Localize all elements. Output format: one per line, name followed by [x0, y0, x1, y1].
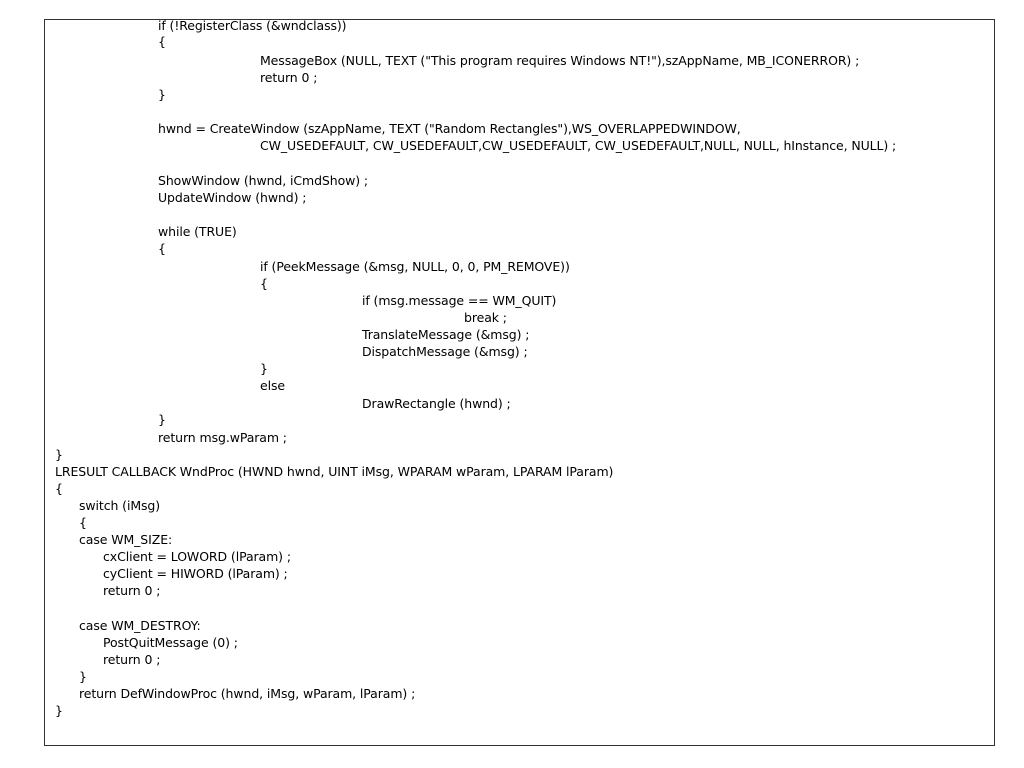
- code-line: {: [55, 481, 63, 496]
- code-line: }: [158, 87, 166, 102]
- code-line: if (!RegisterClass (&wndclass)): [158, 19, 347, 33]
- code-line: }: [158, 412, 166, 427]
- code-line: MessageBox (NULL, TEXT ("This program requires Windows NT!"),szAppName, MB_ICONERROR) ;: [260, 53, 860, 68]
- code-line: hwnd = CreateWindow (szAppName, TEXT ("Random Rectangles"),WS_OVERLAPPEDWINDOW,: [158, 121, 741, 136]
- code-line: else: [260, 378, 285, 393]
- code-line: }: [55, 703, 63, 718]
- code-line: return 0 ;: [103, 652, 161, 667]
- code-line: return 0 ;: [260, 70, 318, 85]
- code-line: {: [79, 515, 87, 530]
- code-line: {: [158, 241, 166, 256]
- code-line: break ;: [464, 310, 507, 325]
- code-line: switch (iMsg): [79, 498, 161, 513]
- code-document: [44, 19, 995, 746]
- code-line: {: [158, 34, 166, 49]
- code-line: LRESULT CALLBACK WndProc (HWND hwnd, UINT iMsg, WPARAM wParam, LPARAM lParam): [55, 464, 614, 479]
- code-line: ShowWindow (hwnd, iCmdShow) ;: [158, 173, 369, 188]
- code-line: UpdateWindow (hwnd) ;: [158, 190, 307, 205]
- code-line: if (PeekMessage (&msg, NULL, 0, 0, PM_REMOVE)): [260, 259, 570, 274]
- code-line: return msg.wParam ;: [158, 430, 287, 445]
- code-line: case WM_SIZE:: [79, 532, 173, 547]
- code-line: }: [79, 669, 87, 684]
- code-line: CW_USEDEFAULT, CW_USEDEFAULT,CW_USEDEFAULT, CW_USEDEFAULT,NULL, NULL, hInstance, NULL) ;: [260, 138, 897, 153]
- code-line: return DefWindowProc (hwnd, iMsg, wParam, lParam) ;: [79, 686, 416, 701]
- code-line: PostQuitMessage (0) ;: [103, 635, 238, 650]
- code-line: DrawRectangle (hwnd) ;: [362, 396, 511, 411]
- code-line: cyClient = HIWORD (lParam) ;: [103, 566, 288, 581]
- code-line: while (TRUE): [158, 224, 237, 239]
- code-line: }: [55, 447, 63, 462]
- code-line: return 0 ;: [103, 583, 161, 598]
- code-line: }: [260, 361, 268, 376]
- code-line: if (msg.message == WM_QUIT): [362, 293, 557, 308]
- code-line: {: [260, 276, 268, 291]
- code-line: cxClient = LOWORD (lParam) ;: [103, 549, 291, 564]
- code-line: case WM_DESTROY:: [79, 618, 201, 633]
- code-line: TranslateMessage (&msg) ;: [362, 327, 530, 342]
- code-line: DispatchMessage (&msg) ;: [362, 344, 528, 359]
